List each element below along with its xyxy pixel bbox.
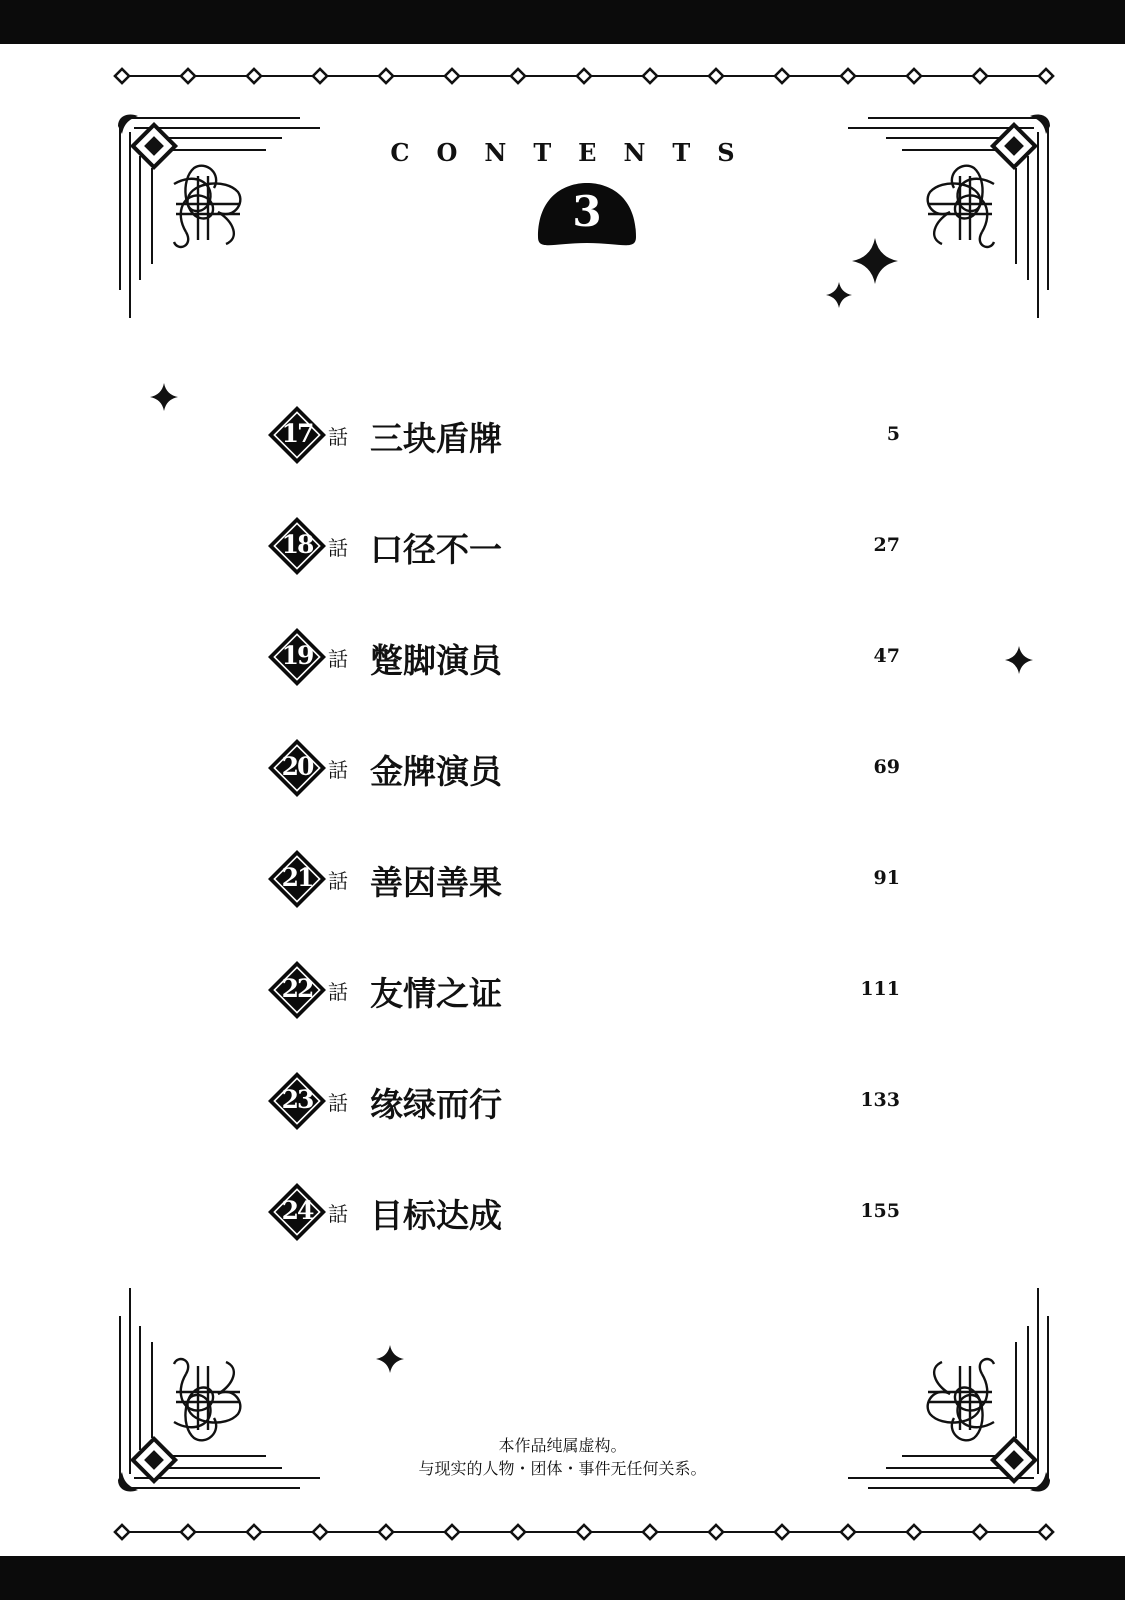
chapter-suffix: 話: [328, 536, 348, 560]
chapter-page: 155: [860, 1200, 900, 1222]
toc-entry-24[interactable]: [266, 1182, 906, 1242]
chapter-badge: [266, 516, 328, 576]
chapter-badge: [266, 1071, 328, 1131]
volume-number: 3: [572, 187, 602, 236]
toc-entry-20[interactable]: [266, 738, 906, 798]
chapter-badge: [266, 849, 328, 909]
chapter-suffix: 話: [328, 647, 348, 671]
disclaimer-line-2: 与现实的人物・团体・事件无任何关系。: [418, 1459, 707, 1478]
chapter-number: 18: [281, 530, 313, 559]
chapter-title: 三块盾牌: [370, 419, 502, 458]
chapter-page: 69: [873, 756, 900, 778]
disclaimer-line-1: 本作品纯属虚构。: [498, 1436, 627, 1455]
chapter-page: 5: [886, 423, 900, 445]
chapter-badge: [266, 738, 328, 798]
chapter-page: 111: [860, 978, 900, 1000]
chapter-title: 目标达成: [370, 1196, 502, 1235]
chapter-page: 133: [860, 1089, 900, 1111]
chapter-badge: [266, 1182, 328, 1242]
chapter-suffix: 話: [328, 758, 348, 782]
chapter-title: 缘绿而行: [370, 1085, 502, 1124]
chapter-page: 91: [873, 867, 900, 889]
chapter-page: 47: [873, 645, 900, 667]
toc-entry-17[interactable]: [266, 405, 906, 465]
chapter-badge: [266, 960, 328, 1020]
chapter-number: 20: [281, 752, 313, 781]
chapter-number: 23: [281, 1085, 313, 1114]
chapter-suffix: 話: [328, 425, 348, 449]
chapter-badge: [266, 405, 328, 465]
toc-entry-19[interactable]: [266, 627, 906, 687]
chapter-suffix: 話: [328, 1091, 348, 1115]
chapter-number: 17: [281, 419, 313, 448]
chapter-title: 蹩脚演员: [370, 641, 502, 680]
chapter-title: 金牌演员: [370, 752, 502, 791]
chapter-suffix: 話: [328, 1202, 348, 1226]
toc-entry-21[interactable]: [266, 849, 906, 909]
disclaimer: [0, 1434, 1125, 1480]
toc-entry-18[interactable]: [266, 516, 906, 576]
chapter-suffix: 話: [328, 869, 348, 893]
page-title: CONTENTS: [390, 138, 762, 167]
chapter-number: 19: [281, 641, 313, 670]
chapter-number: 21: [281, 863, 313, 892]
chapter-title: 善因善果: [370, 863, 502, 902]
chapter-page: 27: [873, 534, 900, 556]
chapter-title: 口径不一: [370, 530, 502, 569]
chapter-suffix: 話: [328, 980, 348, 1004]
chapter-title: 友情之证: [370, 974, 502, 1013]
chapter-number: 24: [281, 1196, 313, 1225]
toc-entry-23[interactable]: [266, 1071, 906, 1131]
chapter-badge: [266, 627, 328, 687]
toc-entry-22[interactable]: [266, 960, 906, 1020]
chapter-number: 22: [281, 974, 313, 1003]
